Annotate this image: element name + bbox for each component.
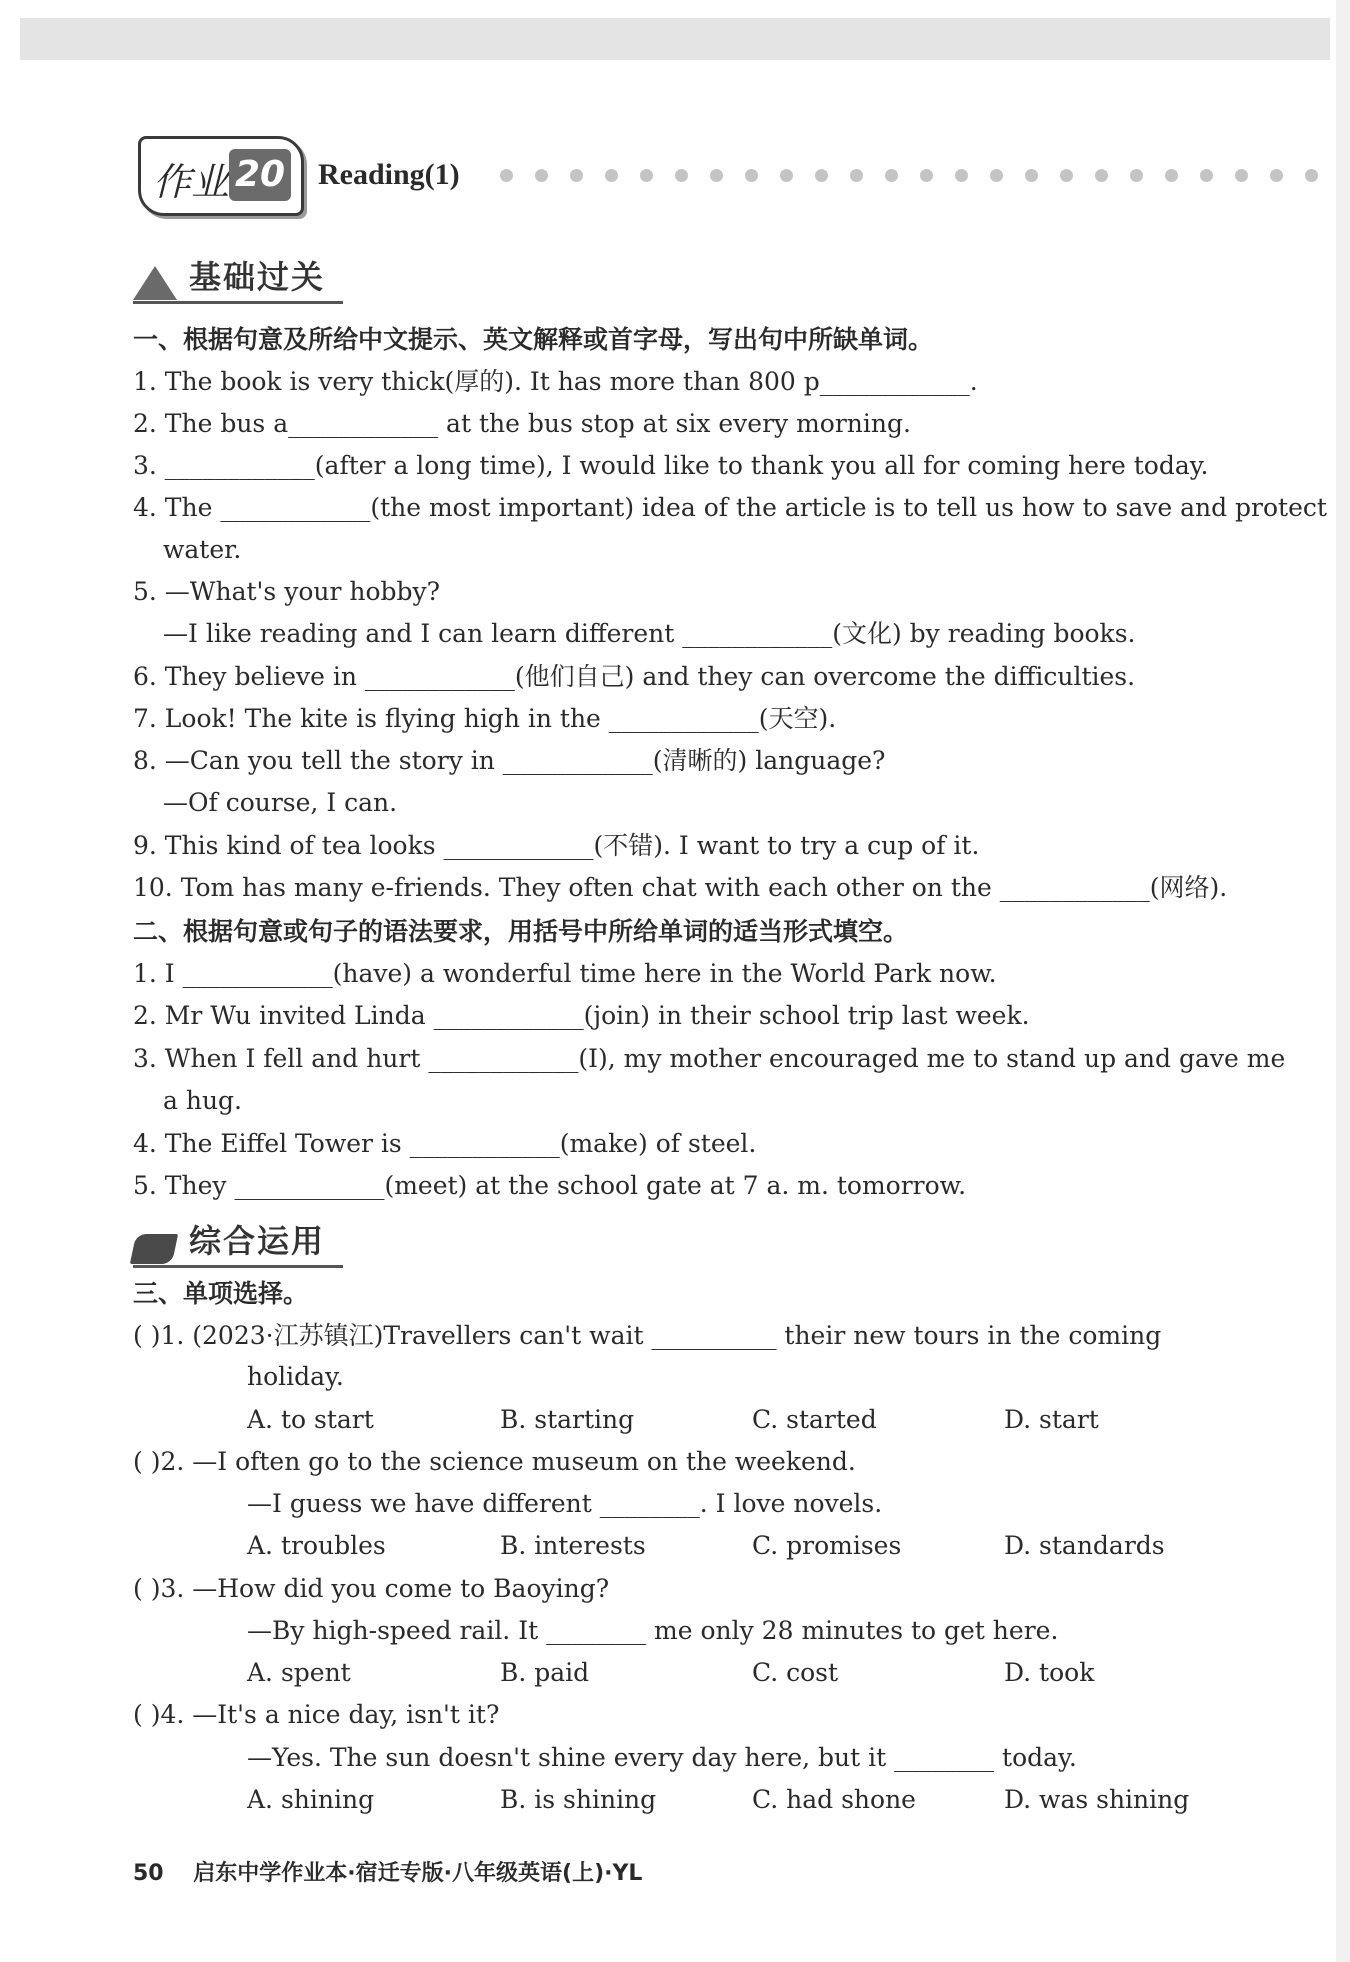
part1-line: 3. ____________(after a long time), I would like to thank you all for coming here today. <box>133 451 1209 480</box>
part3-heading: 三、单项选择。 <box>133 1279 309 1308</box>
part2-line: 3. When I fell and hurt ____________(I), my mother encouraged me to stand up and gave me <box>133 1044 1286 1073</box>
lesson-badge <box>138 136 304 216</box>
footer-text: 启东中学作业本·宿迁专版·八年级英语(上)·YL <box>193 1861 643 1886</box>
lesson-title: Reading(1) <box>318 158 460 191</box>
option-c: C. started <box>752 1405 877 1434</box>
option-b: B. is shining <box>500 1785 657 1814</box>
option-b: B. starting <box>500 1405 635 1434</box>
part1-line: 1. The book is very thick(厚的). It has more than 800 p____________. <box>133 367 978 396</box>
option-b: B. interests <box>500 1531 646 1560</box>
part1-line: 8. —Can you tell the story in ____________(清晰的) language? <box>133 746 886 775</box>
dotted-rule <box>500 169 1340 182</box>
badge-number: 20 <box>229 149 291 201</box>
scan-right-edge <box>1336 0 1350 1962</box>
part1-line: 6. They believe in ____________(他们自己) and they can overcome the difficulties. <box>133 662 1136 691</box>
question-stem: —I guess we have different ________. I love novels. <box>247 1489 883 1518</box>
badge-label: 作业 <box>153 160 230 204</box>
question-stem: ( )1. (2023·江苏镇江)Travellers can't wait __________ their new tours in the coming <box>133 1321 1162 1350</box>
part1-line: 4. The ____________(the most important) idea of the article is to tell us how to save and protect <box>133 493 1327 522</box>
page-number: 50 <box>133 1861 164 1886</box>
lesson-header <box>138 136 1328 216</box>
scan-top-band <box>20 18 1330 60</box>
question-stem: ( )4. —It's a nice day, isn't it? <box>133 1700 500 1729</box>
option-a: A. shining <box>247 1785 375 1814</box>
part1-heading: 一、根据句意及所给中文提示、英文解释或首字母，写出句中所缺单词。 <box>133 325 934 354</box>
part2-line: 5. They ____________(meet) at the school gate at 7 a. m. tomorrow. <box>133 1171 967 1200</box>
question-stem: —By high-speed rail. It ________ me only 28 minutes to get here. <box>247 1616 1059 1645</box>
option-c: C. cost <box>752 1658 839 1687</box>
part1-line: —Of course, I can. <box>163 788 398 817</box>
option-d: D. was shining <box>1004 1785 1190 1814</box>
option-c: C. promises <box>752 1531 902 1560</box>
part2-line: a hug. <box>163 1086 243 1115</box>
option-c: C. had shone <box>752 1785 916 1814</box>
part1-line: —I like reading and I can learn different ____________(文化) by reading books. <box>163 619 1136 648</box>
section-basic-label: 基础过关 <box>189 258 326 296</box>
question-stem: holiday. <box>247 1362 344 1391</box>
question-stem: —Yes. The sun doesn't shine every day here, but it ________ today. <box>247 1743 1077 1772</box>
section-basic <box>133 256 353 304</box>
option-d: D. standards <box>1004 1531 1165 1560</box>
part1-line: 2. The bus a____________ at the bus stop at six every morning. <box>133 409 911 438</box>
part2-line: 1. I ____________(have) a wonderful time here in the World Park now. <box>133 959 997 988</box>
part1-line: 9. This kind of tea looks ____________(不错). I want to try a cup of it. <box>133 831 980 860</box>
part1-line: water. <box>163 535 242 564</box>
option-d: D. start <box>1004 1405 1099 1434</box>
section-comprehensive <box>133 1220 353 1268</box>
brush-icon <box>130 1234 178 1264</box>
part1-line: 7. Look! The kite is flying high in the ____________(天空). <box>133 704 837 733</box>
part2-line: 2. Mr Wu invited Linda ____________(join) in their school trip last week. <box>133 1001 1030 1030</box>
triangle-icon <box>133 266 177 300</box>
part1-line: 5. —What's your hobby? <box>133 577 441 606</box>
part2-heading: 二、根据句意或句子的语法要求，用括号中所给单词的适当形式填空。 <box>133 917 909 946</box>
page-footer <box>133 1856 642 1887</box>
option-b: B. paid <box>500 1658 590 1687</box>
option-a: A. to start <box>247 1405 374 1434</box>
part2-line: 4. The Eiffel Tower is ____________(make) of steel. <box>133 1129 757 1158</box>
option-d: D. took <box>1004 1658 1095 1687</box>
question-stem: ( )2. —I often go to the science museum on the weekend. <box>133 1447 856 1476</box>
option-a: A. spent <box>247 1658 351 1687</box>
section-comprehensive-label: 综合运用 <box>189 1222 326 1260</box>
part1-line: 10. Tom has many e-friends. They often chat with each other on the ____________(网络). <box>133 873 1228 902</box>
question-stem: ( )3. —How did you come to Baoying? <box>133 1574 610 1603</box>
option-a: A. troubles <box>247 1531 386 1560</box>
